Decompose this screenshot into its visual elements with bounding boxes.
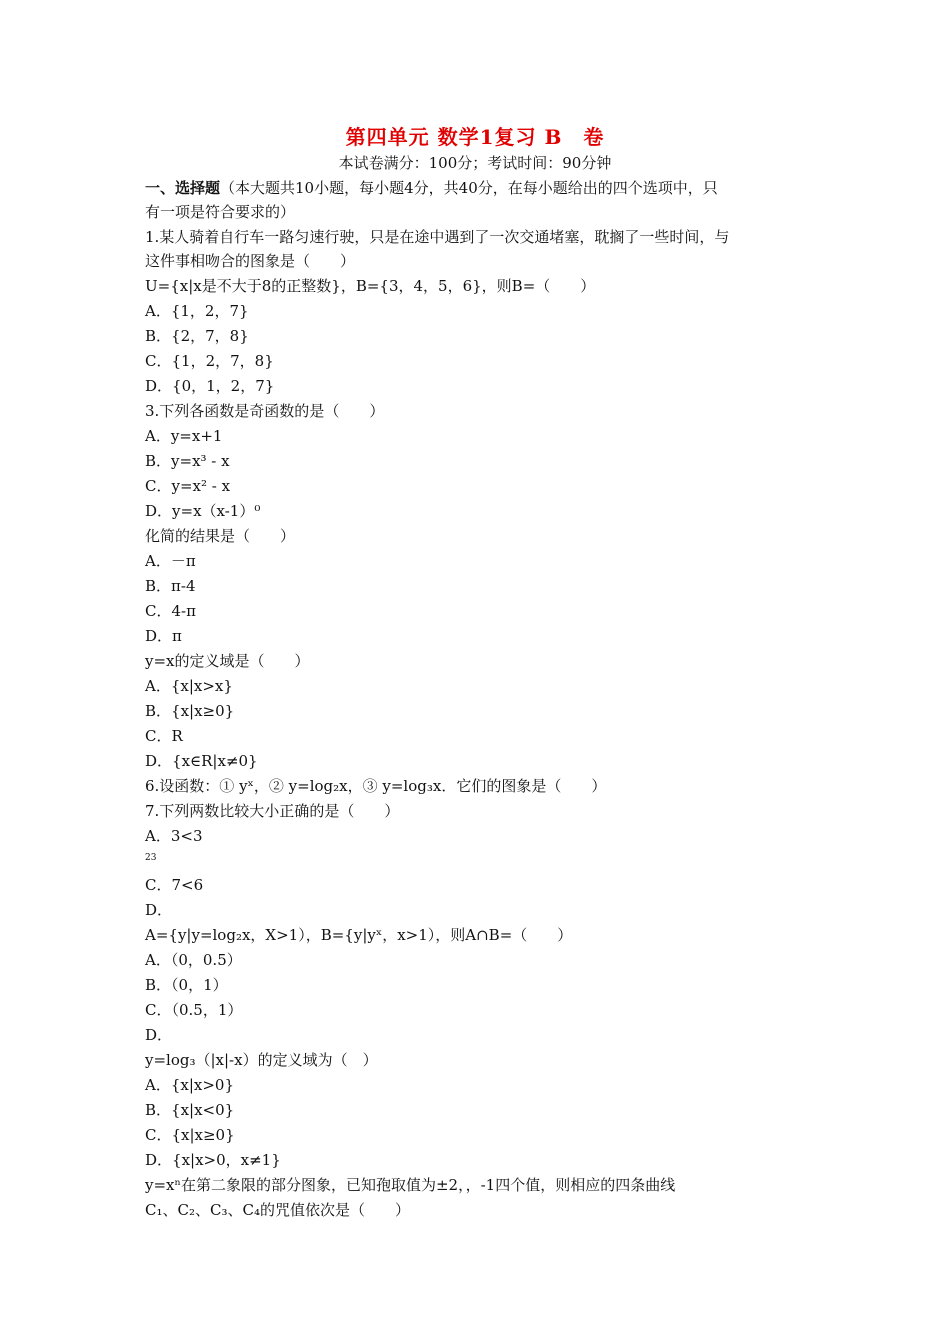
option-c: C．y=x² - x: [145, 477, 231, 495]
question-4-text: 化简的结果是（ ）: [145, 527, 296, 545]
question-7-text: 7.下列两数比较大小正确的是（ ）: [145, 802, 400, 820]
option-d: D．{0，1，2，7}: [145, 377, 275, 395]
question-10-text: y=xⁿ在第二象限的部分图象，已知孢取值为±2，，-1四个值，则相应的四条曲线: [145, 1176, 676, 1194]
section-heading: 一、选择题: [145, 179, 221, 197]
option-d: D．{x|x>0，x≠1}: [145, 1151, 281, 1169]
option-c: C．（0.5，1）: [145, 1001, 243, 1019]
option-a: A．{1，2，7}: [145, 302, 249, 320]
section-note-continued: 有一项是符合要求的）: [145, 203, 296, 221]
option-d: D．: [145, 1026, 173, 1044]
stray-fragment: 23: [145, 853, 157, 863]
question-5-text: y=x的定义域是（ ）: [145, 652, 310, 670]
question-1-text: 1.某人骑着自行车一路匀速行驶，只是在途中遇到了一次交通堵塞，耽搁了一些时间，与: [145, 228, 730, 246]
option-d: D．π: [145, 627, 182, 645]
option-c: C．R: [145, 727, 183, 745]
option-a: A．－π: [145, 552, 196, 570]
option-c: C．4-π: [145, 602, 196, 620]
option-a: A．{x|x>x}: [145, 677, 233, 695]
question-2-text: U={x|x是不大于8的正整数}，B={3，4，5，6}，则B=（ ）: [145, 277, 596, 295]
exam-info: 本试卷满分：100分；考试时间：90分钟: [338, 154, 612, 172]
option-c: C．7<6: [145, 876, 204, 894]
option-b: B．π-4: [145, 577, 196, 595]
page-title: 第四单元 数学1复习 B 卷: [345, 125, 605, 149]
section-header: [145, 178, 718, 198]
option-b: B．{2，7，8}: [145, 327, 249, 345]
section-note: （本大题共10小题，每小题4分，共40分，在每小题给出的四个选项中，只: [220, 179, 718, 197]
question-3-text: 3.下列各函数是奇函数的是（ ）: [145, 402, 385, 420]
question-6-text: 6.设函数：① yˣ，② y=log₂x，③ y=log₃x．它们的图象是（ ）: [145, 777, 607, 795]
question-8-text: A={y|y=log₂x，X>1），B={y|yˣ，x>1），则A∩B=（ ）: [145, 926, 573, 944]
option-a: A．（0，0.5）: [145, 951, 242, 969]
option-a: A．y=x+1: [145, 427, 223, 445]
question-9-text: y=log₃（|x|-x）的定义域为（ ）: [145, 1051, 378, 1069]
option-b: B．{x|x≥0}: [145, 702, 235, 720]
question-10-text-cont: C₁、C₂、C₃、C₄的咒值依次是（ ）: [145, 1201, 410, 1219]
option-a: A．{x|x>0}: [145, 1076, 235, 1094]
option-b: B．（0，1）: [145, 976, 228, 994]
question-1-text-cont: 这件事相吻合的图象是（ ）: [145, 252, 356, 270]
option-b: B．y=x³ - x: [145, 452, 230, 470]
option-d: D．y=x（x-1）⁰: [145, 502, 261, 520]
option-b: B．{x|x<0}: [145, 1101, 235, 1119]
option-c: C．{1，2，7，8}: [145, 352, 274, 370]
option-c: C．{x|x≥0}: [145, 1126, 235, 1144]
option-d: D．: [145, 901, 173, 919]
option-a: A．3<3: [145, 827, 203, 845]
option-d: D．{x∈R|x≠0}: [145, 752, 258, 770]
